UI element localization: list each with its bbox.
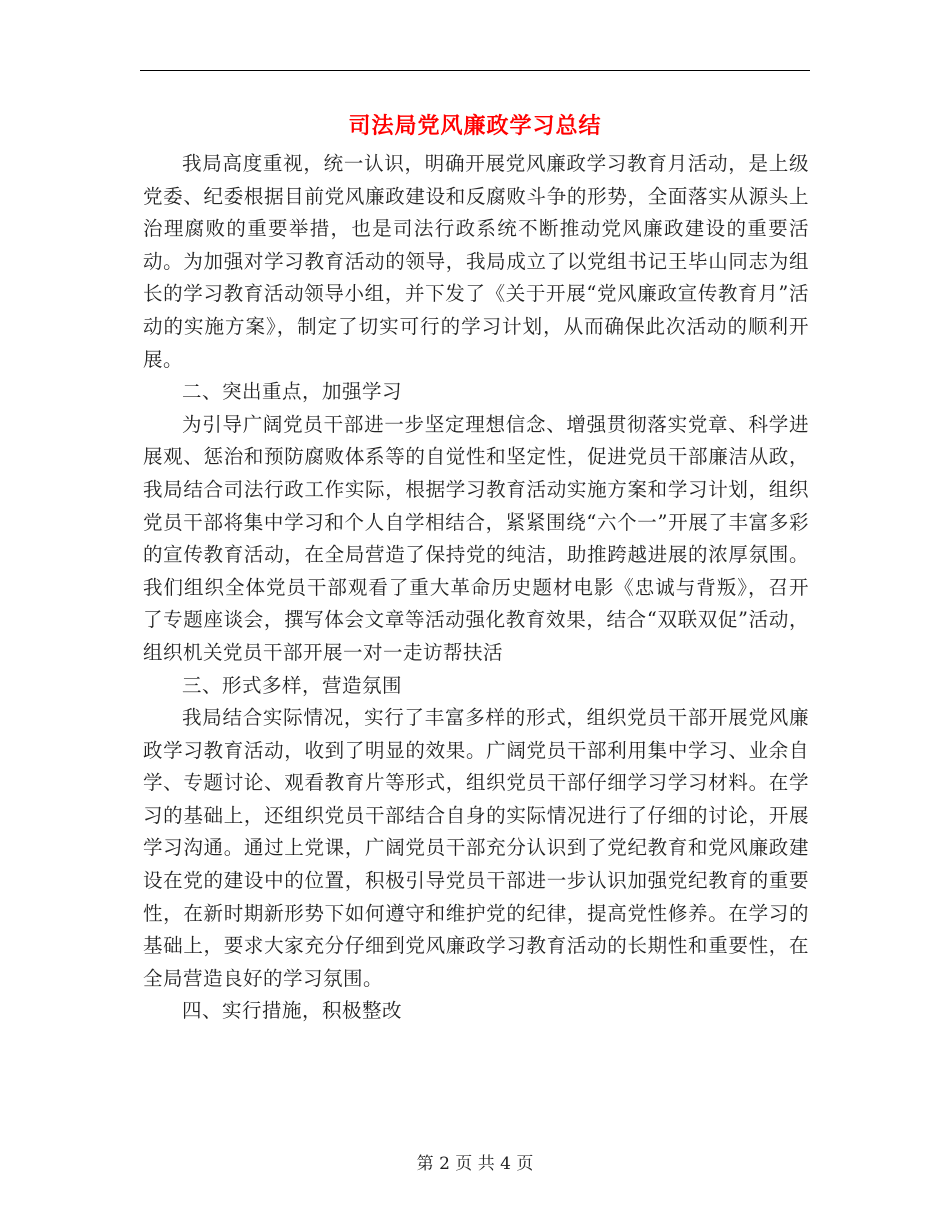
paragraph-intro: 我局高度重视，统一认识，明确开展党风廉政学习教育月活动，是上级党委、纪委根据目前党风廉政建设和反腐败斗争的形势，全面落实从源头上治理腐败的重要举措，也是司法行政系统不断推动党风廉政建设的重要活动。为加强对学习教育活动的领导，我局成立了以党组书记王毕山同志为组长的学习教育活动领导小组，并下发了《关于开展“党风廉政宣传教育月”活动的实施方案》，制定了切实可行的学习计划，从而确保此次活动的顺利开展。 [143, 152, 809, 371]
page-number-footer: 第 2 页 共 4 页 [416, 1154, 534, 1174]
document-title: 司法局党风廉政学习总结 [348, 113, 602, 139]
section-heading-4: 四、实行措施，积极整改 [182, 999, 403, 1023]
section-heading-3: 三、形式多样，营造氛围 [182, 673, 403, 697]
paragraph-section-3: 我局结合实际情况，实行了丰富多样的形式，组织党员干部开展党风廉政学习教育活动，收到了明显的效果。广阔党员干部利用集中学习、业余自学、专题讨论、观看教育片等形式，组织党员干部仔细学习学习材料。在学习的基础上，还组织党员干部结合自身的实际情况进行了仔细的讨论，开展学习沟通。通过上党课，广阔党员干部充分认识到了党纪教育和党风廉政建设在党的建设中的位置，积极引导党员干部进一步认识加强党纪教育的重要性，在新时期新形势下如何遵守和维护党的纪律，提高党性修养。在学习的基础上，要求大家充分仔细到党风廉政学习教育活动的长期性和重要性，在全局营造良好的学习氛围。 [143, 706, 809, 990]
document-body [143, 148, 809, 1028]
section-heading-2: 二、突出重点，加强学习 [182, 380, 403, 404]
paragraph-section-2: 为引导广阔党员干部进一步坚定理想信念、增强贯彻落实党章、科学进展观、惩治和预防腐败体系等的自觉性和坚定性，促进党员干部廉洁从政，我局结合司法行政工作实际，根据学习教育活动实施方案和学习计划，组织党员干部将集中学习和个人自学相结合，紧紧围绕“六个一”开展了丰富多彩的宣传教育活动，在全局营造了保持党的纯洁，助推跨越进展的浓厚氛围。我们组织全体党员干部观看了重大革命历史题材电影《忠诚与背叛》，召开了专题座谈会，撰写体会文章等活动强化教育效果，结合“双联双促”活动，组织机关党员干部开展一对一走访帮扶活 [143, 412, 809, 664]
header-rule [140, 70, 810, 71]
